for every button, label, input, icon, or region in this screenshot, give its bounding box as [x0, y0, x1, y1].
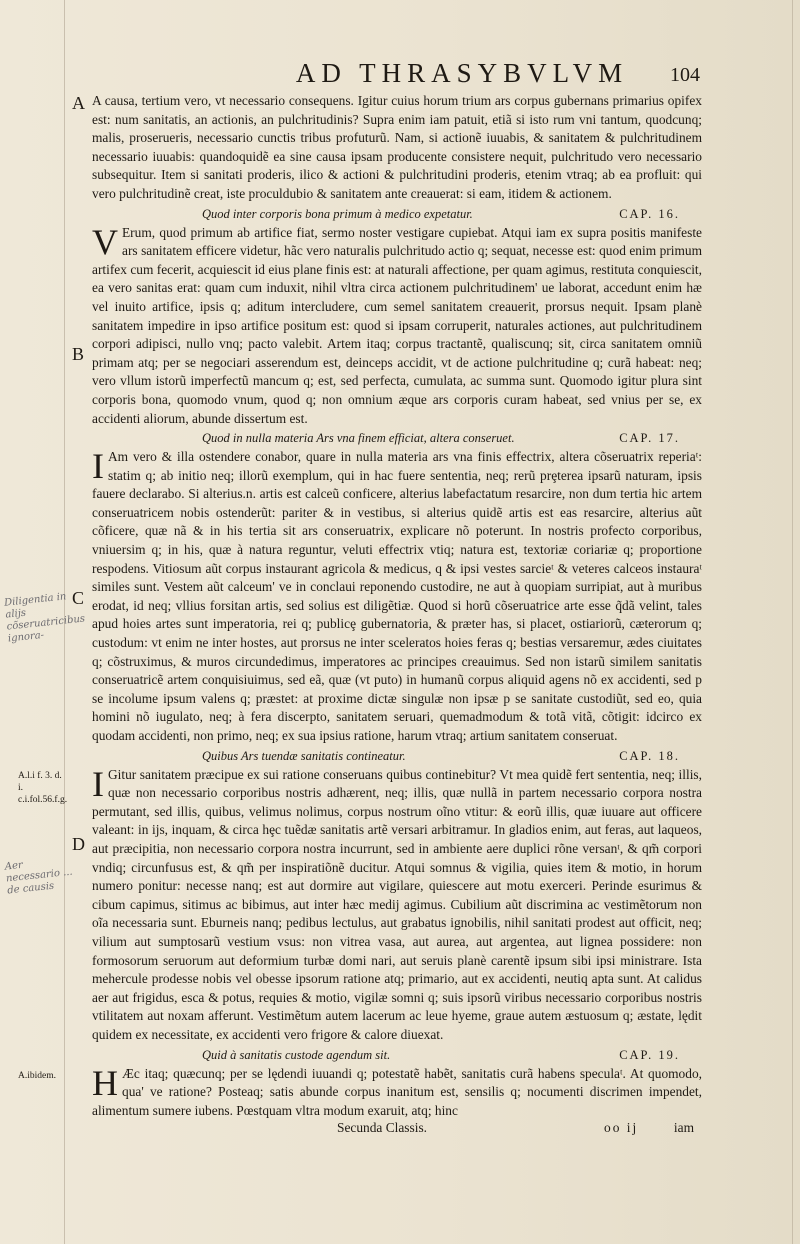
signature-line: Secunda Classis.	[337, 1120, 428, 1135]
chapter-title: Quod in nulla materia Ars vna finem efficiat, altera conseruet.	[202, 431, 515, 446]
margin-reference: A.ibidem.	[18, 1071, 56, 1081]
drop-capital: I	[92, 763, 104, 804]
margin-rule-right	[792, 0, 793, 1244]
drop-capital: I	[92, 446, 104, 487]
chapter-title: Quid à sanitatis custode agendum sit.	[202, 1047, 391, 1062]
chapter-number: CAP. 19.	[619, 1047, 680, 1062]
chapter-number: CAP. 16.	[619, 206, 680, 221]
paragraph	[92, 448, 702, 746]
chapter-number: CAP. 17.	[619, 431, 680, 446]
paragraph-text: Am vero & illa ostendere conabor, quare in nulla materia ars vna finis effectrix, altera cõseruatrix reperiaᵗ: statim q; ab initio neq; illorũ exemplum, qui in hac fuere sententia, neq; rerũ prȩterea ipsarũ naturam, ipsis fauere declarabo. Si alterius.n. artis est calceũ conficere, alterius labefactatum resarcire, non dum tertia hic artem conseruatricem nobis ostenderũt: pariter & in vestibus, si alterius quidẽ artis est eas resarcire, alterius aũt cõficere, quæ nã & in his tertia sit ars conseruatrix, explicare nõ poterunt. In nostris profecto corporibus, vniuersim q; in his, quæ à natura reguntur, veluti effectrix vtiq; natura est, textoriæ coriariæ q; proportione respodens. Vitiosum aũt corpus instaurant agricola & medicus, q & ipsi vestes sarcieᵗ & veteres calceos instauraᵗ similes sunt. Vestem aũt calceum' ve in conclaui reponendo custodire, ne aut à quopiam surripiat, aut à muribus erodat, id neq; vllius forsitan artis, sed solius est diligẽtiæ. Quod si horũ cõseruatrice arte esse q̃dã velint, tales apud hoies artes sunt imperatoria, rei q; publicȩ gubernatoria, & præter has, si placet, ostiariorũ, cæterorum q; custodum: vt enim ne inter hostes, aut prorsus ne inter sceleratos hoies feras q; bestias versaremur, ædes ciuitates q; cõstruximus, & muros circundedimus, imperatores ac principes creauimus. Sed non istarũ similem sanitatis conseruatricẽ artem conquisiuimus, sed eã, quæ (vt puto) in humanũ corpus aliquid agens nõ ex accidenti, sed p se incolume ipsum valens q; præstet: at proxime dictæ singulæ non ipsæ p se sanitate custodiũt, sed eo, quia homini nõ iugulato, neq; à fera discerpto, sanitatem seruari, quemadmodum & totã vitã, cõtigit: idcirco ex quodam accidenti, non primo, neq; ex sua ipsius ratione, harum vtraq; artium sanitatem conseruat.	[92, 449, 702, 743]
chapter-heading	[92, 747, 702, 765]
catchword: iam	[673, 1120, 694, 1135]
chapter-heading	[92, 1046, 702, 1064]
paragraph	[92, 1062, 702, 1121]
signature-mark: oo ij	[604, 1120, 639, 1135]
section-letter-c: C	[72, 588, 85, 608]
section-letter-a: A	[72, 93, 85, 113]
drop-capital: H	[92, 1062, 118, 1103]
margin-reference: A.l.i f. 3. d. i. c.i.fol.56.f.g.	[18, 771, 68, 805]
chapter-number: CAP. 18.	[619, 748, 680, 763]
paragraph-text: Gitur sanitatem præcipue ex sui ratione conseruans quibus continebitur? Vt mea quidẽ fert sententia, neq; illis, quæ non necessario corporibus nostris adhærent, neq; illis, quæ nullã in partem necessario corpora nostra permutant, sed illis, quibus, velimus nolimus, corpus nostrum oĩno vtitur: & eorũ illis, quæ iuuare aut officere valeant: in ijs, inquam, & circa hȩc tuẽdæ sanitatis artẽ versari arbitramur. In gladios enim, aut feras, aut laqueos, aut præcipitia, non necessario corpora nostra incurrunt, sed in ambiente aere duplici rõne versanᵗ, & qm̃ corpori vndiq; circunfusus est, & qm̃ per inspiratiõnẽ ducitur. Atqui somnus & vigilia, quies item & motio, in horum numero ponitur: necesse nanq; est aut dormire aut vigilare, quiescere aut motu exerceri. Perinde esurimus & cibum capimus, sitimus ac bibimus, aut inter hæc medij agimus. Cubilium aũt discrimina ac vestimẽtorum non oĩa necessaria sunt. Eburneis nanq; pedibus lectulus, aut grabatus ignobilis, nihil sanitati prodest aut officit, neq; vilium aut sumptosarũ vestium vsus: non vitrea vasa, aut aurea, aut argentea, aut lignea possidere: non formosorum seruorum aut deformium turbæ domi nari, aut seruis planè carentẽ ipsum sibi ipsi ministrare. Ista mehercule prodesse nobis vel obesse ipsorum ratione atq; primario, aut ex accidenti, neutiq apta sunt. At calidus aer aut frigidus, esca & potus, requies & motio, vigilæ somni q; suis ipsorũ viribus necessario corporibus nostris vtilitatem aut noxam afferunt. Vestimẽtum autem lacerum ac leue hyeme, graue autem æstuosum q; æstate, lędit quidem ex necessitate, ex accidenti vero frigore & calore diuexat.	[92, 766, 702, 1042]
chapter-title: Quod inter corporis bona primum à medico expetatur.	[202, 206, 473, 221]
chapter-title: Quibus Ars tuendæ sanitatis contineatur.	[202, 748, 406, 763]
paragraph-text: Erum, quod primum ab artifice fiat, sermo noster vestigare cupiebat. Atqui iam ex supra positis manifeste ars sanitatem efficere videtur, hãc vero naturalis pulchritudo actio q; sequat, necesse est: quod enim primum artifex cum fecerit, acquiescit id eius plane finis est: at naturali affectione, per quam agimus, restituta conquiescit, ea vero sanitas erat: quam cum induxit, nihil vltra circa actionem pulchritudinem' ue laborat, accedunt enim hæ vel inuito artifice, ipsis q; aditum intercludere, cum semel sanitatem creauerit, prorsus nequit. Ipsam planè sanitatem impedire in ipso artifice positum est: quod si ipsam corruperit, naturales actiones, aut pulchritudinem corpori adipisci, nullo vnq; pacto valebit. Artem itaq; corpus tractantẽ, qualiscunq; sit, circa sanitatem omniũ primam atq; per se negociari asserendum est, deinceps accidit, vt de actione pulchritudine q; curã habeat: neq; vero vllum istorũ imperfectũ mancum q; est, sed perfecta, cumulata, ac summa sunt. Quomodo igitur plura sint corporis bona, quomodo vnum, quod q; non omnium æque ars corporis curam habeat, sed vnius per se, ex accidenti aliorum, abunde dissertum est.	[92, 224, 702, 426]
handwritten-note: Diligentia in alijs cõseruatricibus ignora-	[3, 591, 86, 645]
body-text	[92, 92, 702, 1120]
paragraph-text: Æc itaq; quæcunq; per se lędendi iuuandi q; potestatẽ habẽt, sanitatis curã habens speculaᵗ. At quomodo, qua' ve ratione? Posteaq; satis abunde corpus inanitum est, sensilis q; nocumenti discrimen impendet, alimentum sumere iubens. Pœstquam vltra modum exaruit, atq; hinc	[92, 1065, 702, 1118]
running-head: AD THRASYBVLVM	[295, 58, 629, 88]
page-footer	[92, 1120, 702, 1140]
paragraph: A causa, tertium vero, vt necessario consequens. Igitur cuius horum trium ars corpus gubernans primarius opifex est: num sanitatis, an actionis, an pulchritudinis? Supra enim iam patuit, etiã si isto rum vni tantum, quodcunq; malis, proserueris, necessario cunctis tribus profuturũ. Nam, si actionẽ iuuabis, & sanitatem & pulchritudinem necessario iuuabis: quandoquidẽ ea sine causa ipsam producente consistere nequit, pulchritudo vero necessario subsequitur. Item si sanitati proderis, ilico & actioni & pulchritudini proderis, etenim vtraq; ab ea profluit: qui vero pulchritudinẽ creat, iste proculdubio & sanitatem ante creauerat: si eam, itidem & actionem.	[92, 93, 702, 201]
chapter-heading	[92, 429, 702, 447]
folio-number: 104	[670, 64, 700, 86]
section-letter-d: D	[72, 834, 85, 854]
page-header	[90, 58, 700, 90]
drop-capital: V	[92, 221, 118, 262]
section-letter-b: B	[72, 344, 85, 364]
paragraph	[92, 763, 702, 1045]
chapter-heading	[92, 205, 702, 223]
handwritten-note: Aer necessario ... de causis	[4, 859, 74, 897]
paragraph	[92, 221, 702, 429]
